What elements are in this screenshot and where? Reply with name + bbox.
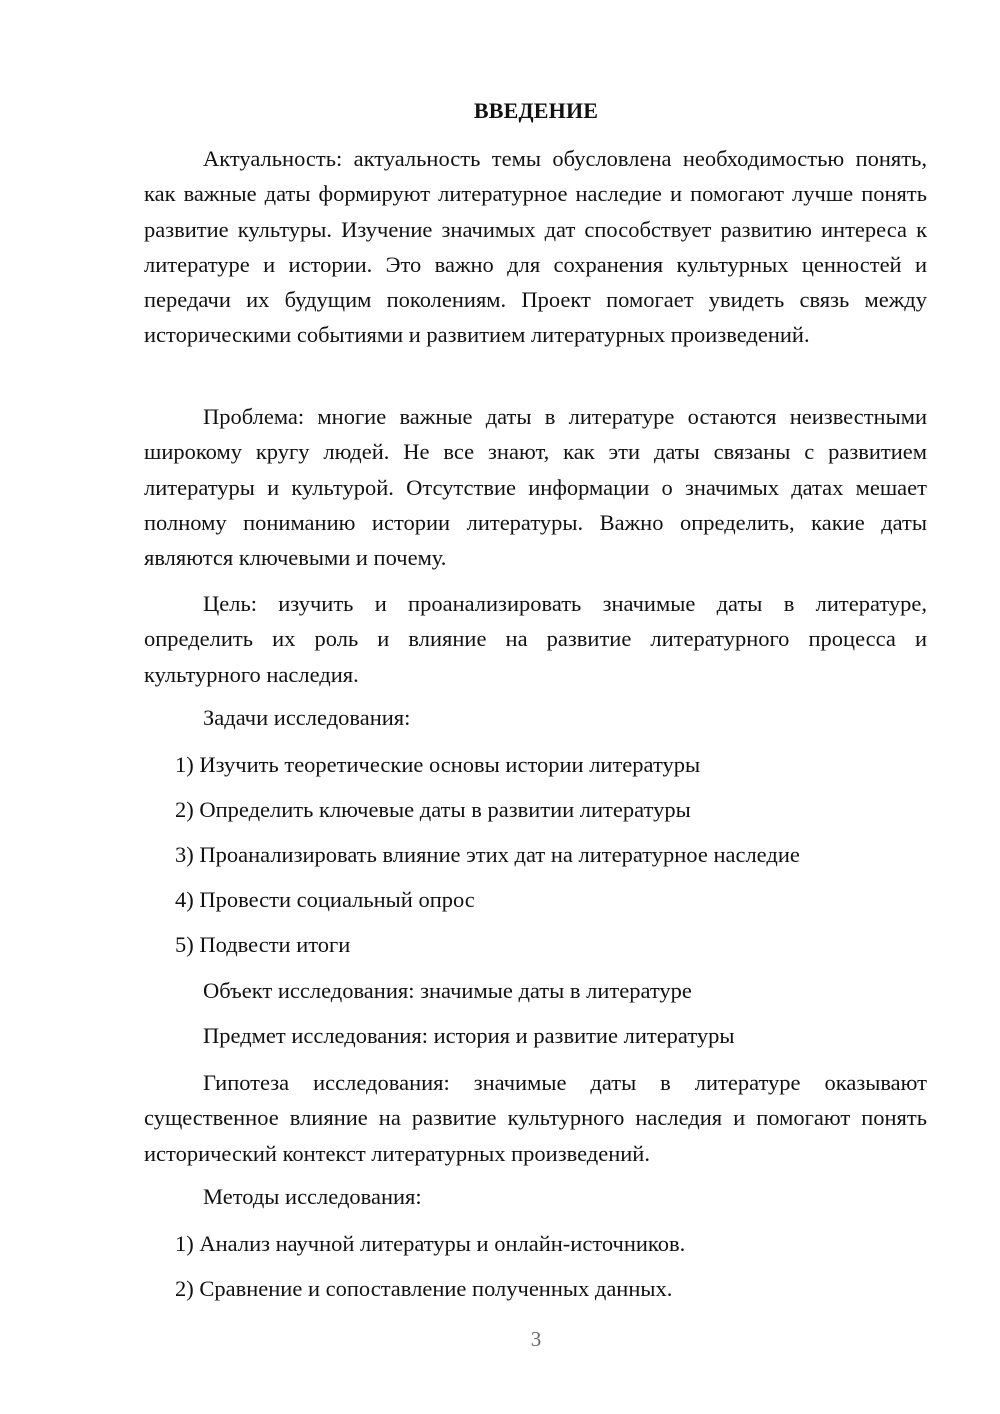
methods-heading: Методы исследования:: [203, 1184, 422, 1209]
tasks-heading: Задачи исследования:: [203, 705, 411, 730]
method-item-1: 1) Анализ научной литературы и онлайн-источников.: [175, 1231, 686, 1256]
problem-paragraph: Проблема: многие важные даты в литературе остаются неизвестными широкому кругу людей. Не все знают, как эти даты связаны с развитием литературы и культурой. Отсутствие информации о значимых датах мешает полному пониманию истории литературы. Важно определить, какие даты являются ключевыми и почему.: [144, 404, 927, 571]
task-item-1: 1) Изучить теоретические основы истории литературы: [175, 752, 701, 777]
task-item-3: 3) Проанализировать влияние этих дат на литературное наследие: [175, 842, 800, 867]
page-number: 3: [530, 1327, 542, 1351]
task-item-4: 4) Провести социальный опрос: [175, 887, 475, 912]
object-line: Объект исследования: значимые даты в литературе: [203, 978, 692, 1003]
method-item-2: 2) Сравнение и сопоставление полученных данных.: [175, 1276, 673, 1301]
goal-paragraph: Цель: изучить и проанализировать значимые даты в литературе, определить их роль и влияние на развитие литературного процесса и культурного наследия.: [144, 591, 927, 687]
task-item-5: 5) Подвести итоги: [175, 932, 351, 957]
task-item-2: 2) Определить ключевые даты в развитии литературы: [175, 797, 691, 822]
relevance-paragraph: Актуальность: актуальность темы обусловлена необходимостью понять, как важные даты формируют литературное наследие и помогают лучше понять развитие культуры. Изучение значимых дат способствует развитию интереса к литературе и истории. Это важно для сохранения культурных ценностей и передачи их будущим поколениям. Проект помогает увидеть связь между историческими событиями и развитием литературных произведений.: [144, 146, 927, 348]
page-title: ВВЕДЕНИЕ: [473, 98, 599, 123]
hypothesis-paragraph: Гипотеза исследования: значимые даты в литературе оказывают существенное влияние на развитие культурного наследия и помогают понять исторический контекст литературных произведений.: [144, 1070, 927, 1166]
subject-line: Предмет исследования: история и развитие литературы: [203, 1023, 735, 1048]
